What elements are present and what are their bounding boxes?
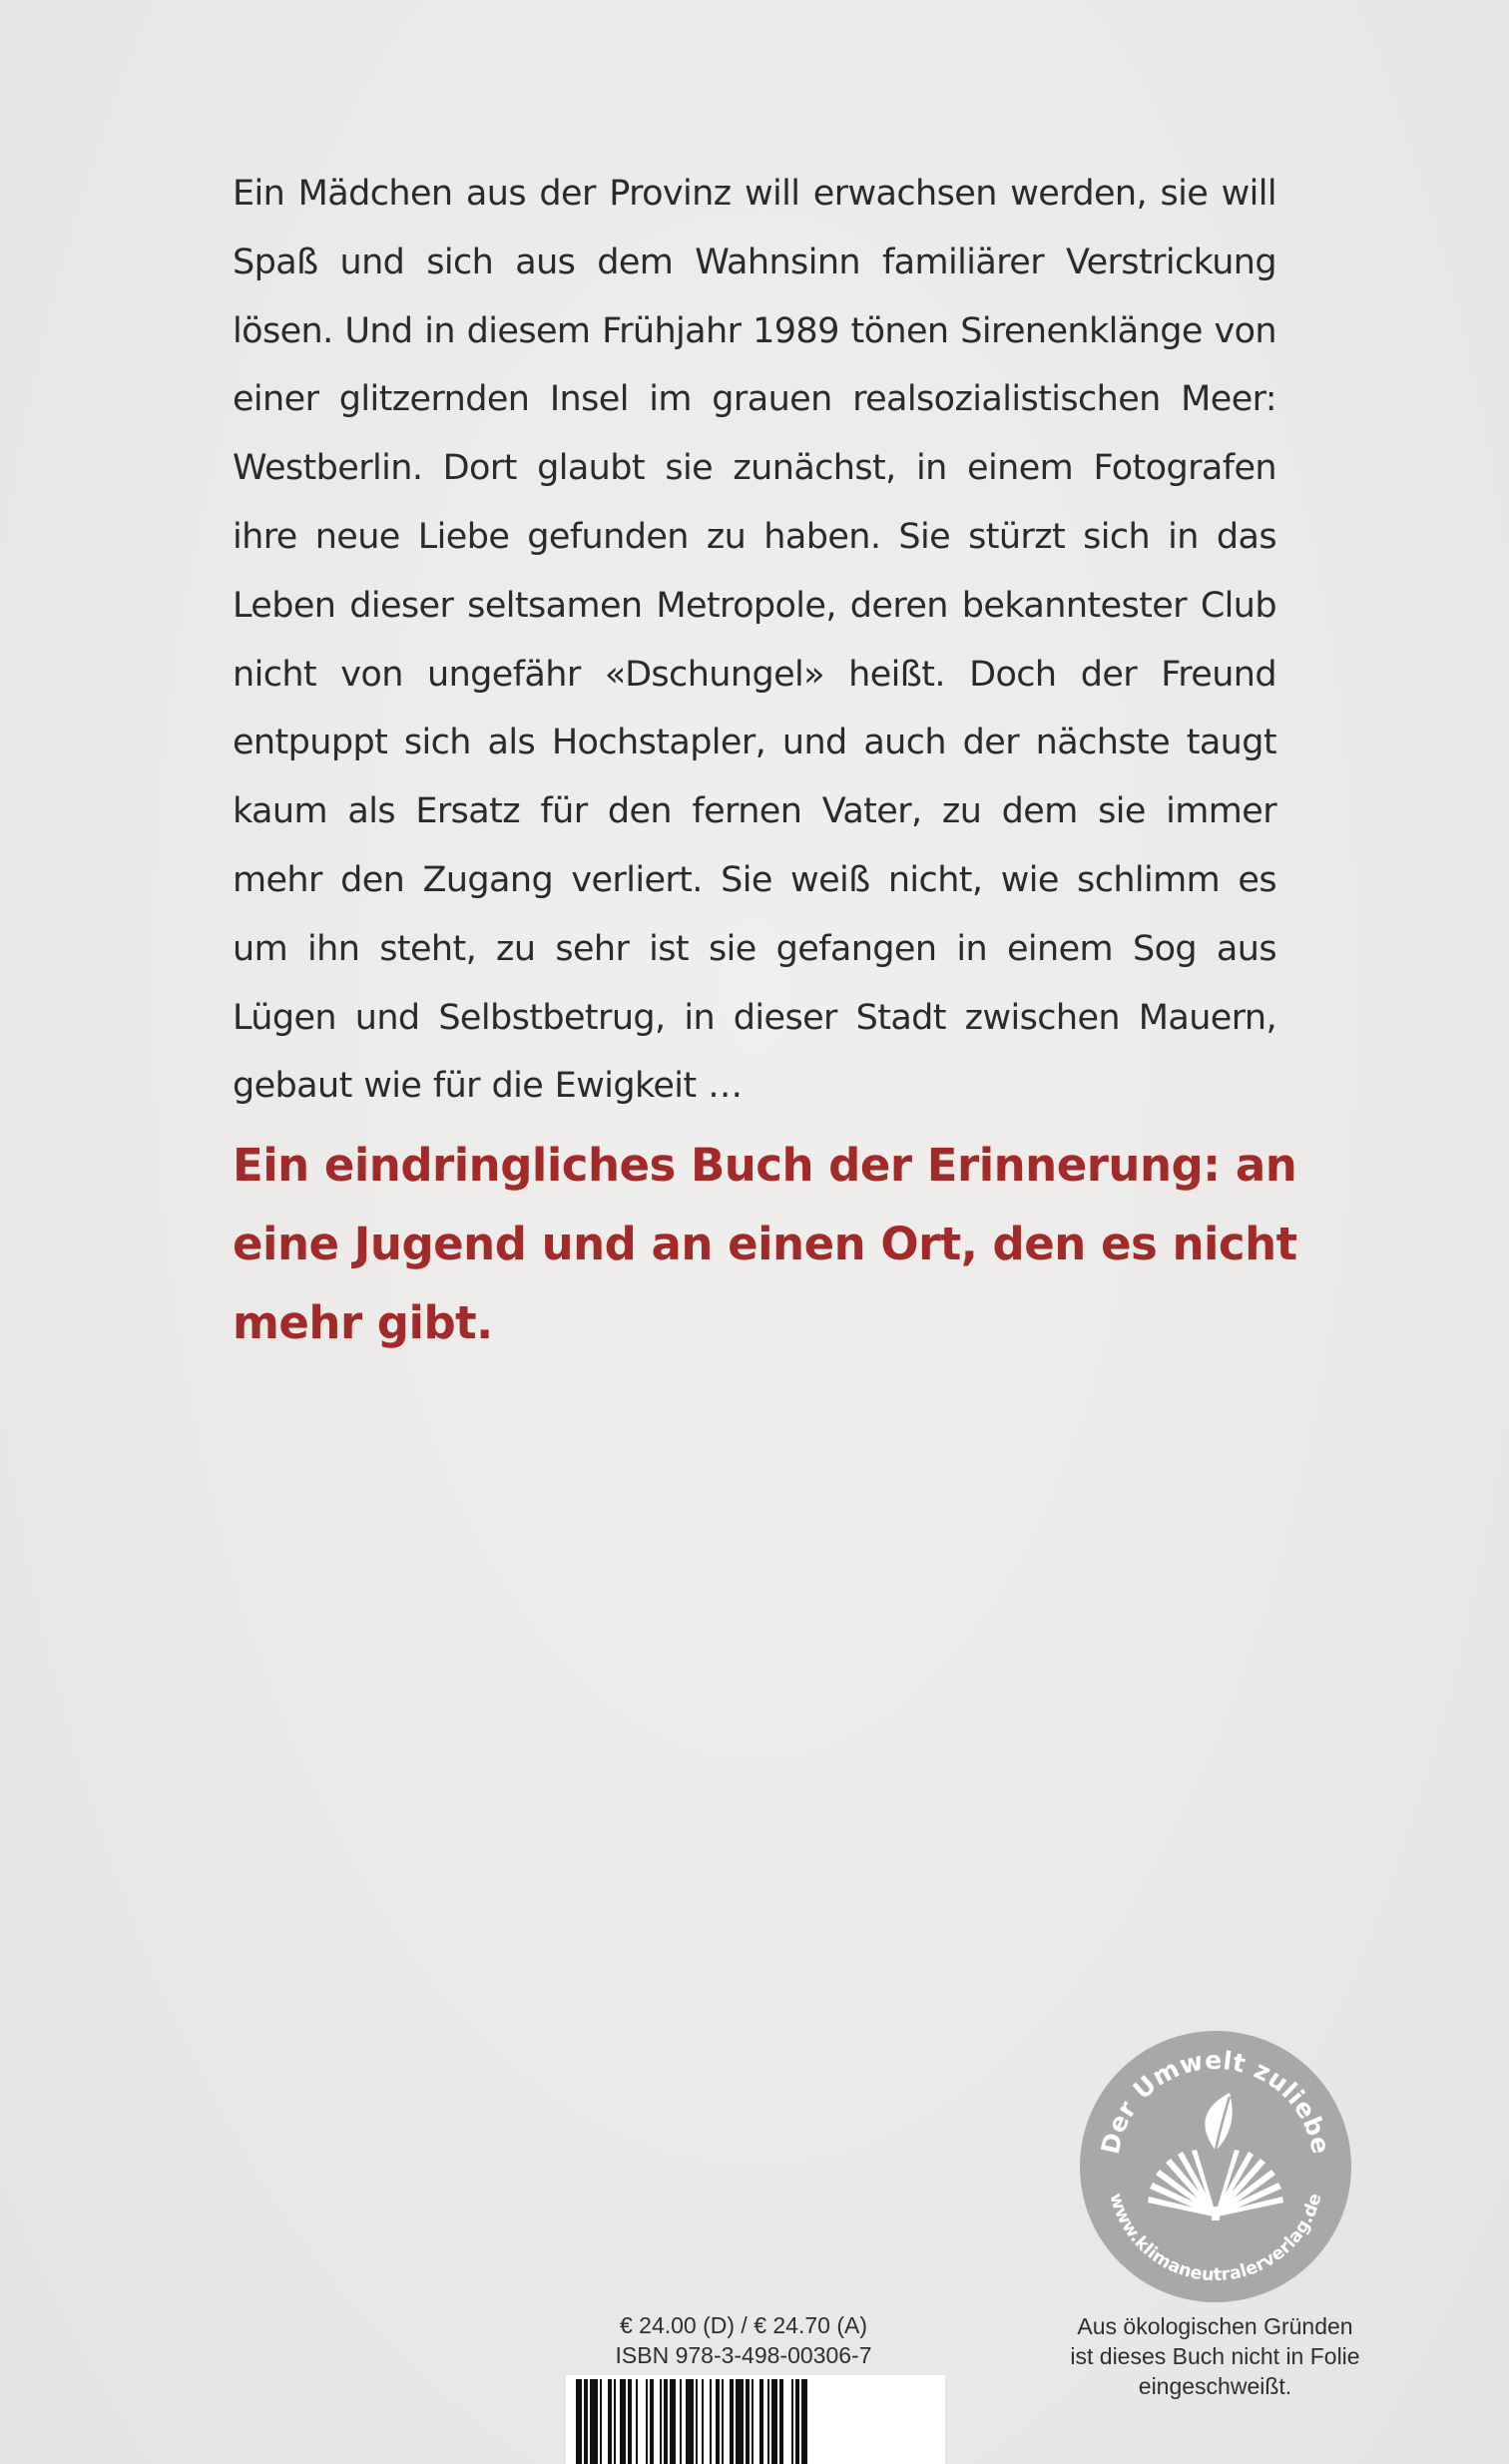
- barcode-bar: [722, 2379, 724, 2464]
- barcode-bar: [620, 2379, 626, 2464]
- barcode-bar: [670, 2379, 676, 2464]
- barcode-bar: [608, 2379, 612, 2464]
- seal-top-text: Der Umwelt zuliebe: [1095, 2045, 1336, 2158]
- barcode-bar: [702, 2379, 704, 2464]
- barcode-bar: [660, 2379, 662, 2464]
- barcode-bar: [801, 2379, 807, 2464]
- barcode-bar: [646, 2379, 648, 2464]
- barcode-bar: [614, 2379, 616, 2464]
- barcode-bar: [767, 2379, 769, 2464]
- seal-bottom-text: www.klimaneutralerverlag.de: [1105, 2191, 1326, 2286]
- barcode-bar: [686, 2379, 694, 2464]
- barcode-bar: [600, 2379, 602, 2464]
- tagline: Ein eindringliches Buch der Erinnerung: an eine Jugend und an einen Ort, den es nicht mehr gibt.: [233, 1139, 1297, 1349]
- climate-neutral-seal: [1080, 2031, 1351, 2302]
- barcode-bar: [650, 2379, 654, 2464]
- barcode-bar: [779, 2379, 783, 2464]
- eco-note-line-3: eingeschweißt.: [1138, 2373, 1292, 2399]
- eco-note-line-2: ist dieses Buch nicht in Folie: [1070, 2343, 1360, 2369]
- eco-note: [1038, 2311, 1392, 2401]
- barcode-bar: [730, 2379, 734, 2464]
- barcode-bar: [716, 2379, 720, 2464]
- barcode-bar: [771, 2379, 777, 2464]
- barcode-graphic: [566, 2375, 945, 2464]
- price-text: € 24.00 (D) / € 24.70 (A): [619, 2312, 867, 2338]
- barcode-bar: [710, 2379, 712, 2464]
- eco-note-line-1: Aus ökologischen Gründen: [1077, 2313, 1353, 2339]
- isbn-text: ISBN 978-3-498-00306-7: [615, 2342, 872, 2368]
- barcode-bar: [584, 2379, 588, 2464]
- barcode-bar: [576, 2379, 582, 2464]
- barcode-bar: [791, 2379, 793, 2464]
- barcode-bar: [795, 2379, 799, 2464]
- seal-graphic: [1080, 2031, 1351, 2302]
- blurb-text: Ein Mädchen aus der Provinz will erwachsen werden, sie will Spaß und sich aus dem Wahnsinn familiärer Verstrickung lösen. Und in diesem Frühjahr 1989 tönen Sirenenklänge von einer glitzernden Insel im grauen realsozialistischen Meer: Westberlin. Dort glaubt sie zunächst, in einem Fotografen ihre neue Liebe gefunden zu haben. Sie stürzt sich in das Leben dieser seltsamen Metropole, deren bekanntester Club nicht von ungefähr «Dschungel» heißt. Doch der Freund entpuppt sich als Hochstapler, und auch der nächste taugt kaum als Ersatz für den fernen Vater, zu dem sie immer mehr den Zugang verliert. Sie weiß nicht, wie schlimm es um ihn steht, zu sehr ist sie gefangen in einem Sog aus Lügen und Selbstbetrug, in dieser Stadt zwischen Mauern, gebaut wie für die Ewigkeit …: [233, 174, 1276, 1107]
- barcode-bar: [636, 2379, 638, 2464]
- barcode-bar: [736, 2379, 744, 2464]
- barcode-bar: [680, 2379, 682, 2464]
- barcode: [566, 2375, 945, 2464]
- barcode-bar: [628, 2379, 632, 2464]
- price-isbn-block: [584, 2310, 903, 2370]
- barcode-bar: [752, 2379, 754, 2464]
- barcode-bar: [664, 2379, 668, 2464]
- barcode-bar: [746, 2379, 750, 2464]
- barcode-bar: [759, 2379, 763, 2464]
- barcode-bar: [590, 2379, 598, 2464]
- barcode-bar: [696, 2379, 698, 2464]
